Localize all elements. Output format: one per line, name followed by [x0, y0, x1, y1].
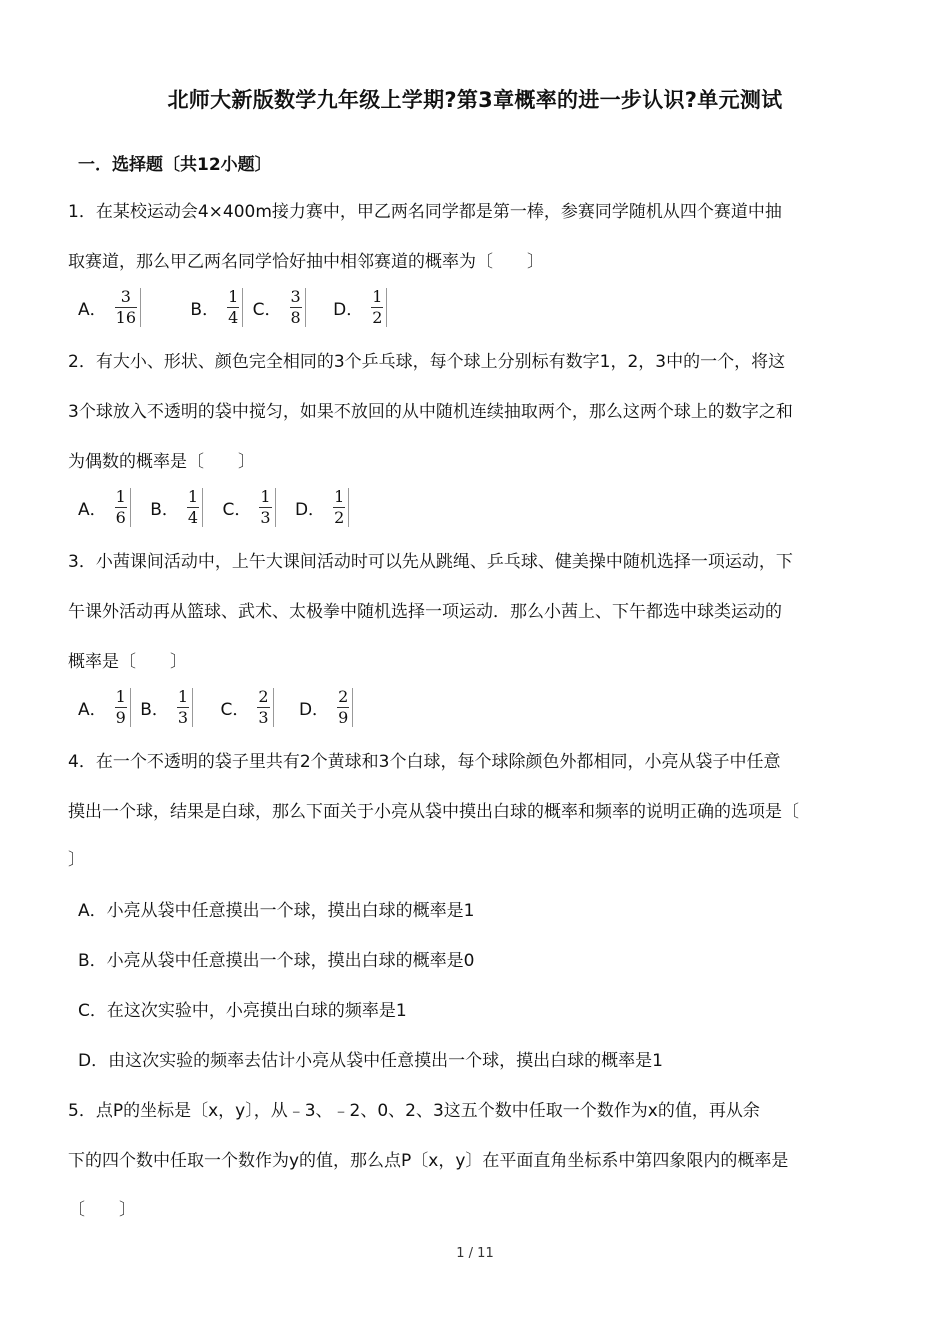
option-label: B． — [140, 700, 169, 720]
denominator: 3 — [260, 508, 271, 527]
denominator: 4 — [187, 508, 199, 527]
question-5-line-3: 〔 〕 — [68, 1200, 136, 1220]
option-label: D． — [298, 700, 330, 720]
fraction — [257, 488, 275, 527]
fraction — [255, 688, 273, 727]
option-label: D． — [333, 300, 364, 320]
page-number: 1 / 11 — [456, 1246, 494, 1261]
option-label: A． — [78, 300, 107, 320]
option-c — [221, 688, 274, 727]
option-a — [78, 288, 141, 327]
option-label: A． — [78, 700, 107, 720]
denominator: 6 — [115, 508, 126, 527]
option-label: C． — [220, 700, 250, 720]
fraction — [225, 288, 243, 327]
question-5-line-2: 下的四个数中任取一个数作为y的值，那么点P〔x，y〕在平面直角坐标系中第四象限内的概率是 — [68, 1151, 789, 1171]
question-4-line-1: 4．在一个不透明的袋子里共有2个黄球和3个白球，每个球除颜色外都相同，小亮从袋子中任意 — [68, 752, 781, 772]
question-2-line-2: 3个球放入不透明的袋中搅匀，如果不放回的从中随机连续抽取两个，那么这两个球上的数字之和 — [68, 402, 793, 422]
question-1-options — [78, 288, 401, 332]
numerator: 3 — [120, 287, 131, 306]
denominator: 3 — [258, 708, 269, 727]
fraction — [175, 688, 193, 727]
question-2-line-1: 2．有大小、形状、颜色完全相同的3个乒乓球，每个球上分别标有数字1，2，3中的一个，将这 — [68, 352, 786, 372]
numerator: 1 — [115, 487, 126, 506]
question-1-line-1: 1．在某校运动会4×400m接力赛中，甲乙两名同学都是第一棒，参赛同学随机从四个赛道中抽 — [68, 202, 782, 222]
fraction — [113, 688, 131, 727]
denominator: 2 — [334, 508, 345, 527]
section-heading: 一．选择题〔共12小题〕 — [78, 155, 272, 175]
option-label: A． — [78, 500, 107, 520]
denominator: 8 — [290, 308, 301, 327]
fraction — [185, 488, 203, 527]
option-d — [299, 688, 353, 727]
question-3-line-1: 3．小茜课间活动中，上午大课间活动时可以先从跳绳、乒乓球、健美操中随机选择一项运动，下 — [68, 552, 793, 572]
numerator: 1 — [115, 687, 126, 706]
numerator: 1 — [260, 487, 271, 506]
question-3-line-3: 概率是〔 〕 — [68, 652, 187, 672]
option-d — [333, 288, 387, 327]
numerator: 1 — [228, 287, 239, 306]
option-label: C． — [222, 500, 252, 520]
option-label: B． — [190, 300, 220, 320]
fraction — [288, 288, 306, 327]
option-b — [140, 688, 193, 727]
option-label: D． — [294, 500, 326, 520]
option-label: C． — [252, 300, 282, 320]
question-2-line-3: 为偶数的概率是〔 〕 — [68, 452, 255, 472]
option-d — [295, 488, 349, 527]
denominator: 9 — [115, 708, 126, 727]
denominator: 3 — [177, 708, 189, 727]
fraction — [113, 288, 141, 327]
option-c — [253, 288, 306, 327]
option-a — [78, 488, 131, 527]
numerator: 3 — [290, 287, 301, 306]
question-1-line-2: 取赛道，那么甲乙两名同学恰好抽中相邻赛道的概率为〔 〕 — [68, 252, 544, 272]
fraction — [335, 688, 353, 727]
numerator: 1 — [372, 287, 383, 306]
numerator: 1 — [187, 487, 199, 506]
question-4-option-d: D．由这次实验的频率去估计小亮从袋中任意摸出一个球，摸出白球的概率是1 — [78, 1051, 663, 1071]
fraction — [369, 288, 387, 327]
option-label: B． — [150, 500, 179, 520]
option-b — [190, 288, 243, 327]
numerator: 1 — [334, 487, 345, 506]
question-3-options — [78, 688, 367, 732]
numerator: 2 — [338, 687, 349, 706]
question-5-line-1: 5．点P的坐标是〔x，y〕，从﹣3、﹣2、0、2、3这五个数中任取一个数作为x的值，再从余 — [68, 1101, 760, 1121]
denominator: 2 — [372, 308, 383, 327]
option-a — [78, 688, 131, 727]
question-3-line-2: 午课外活动再从篮球、武术、太极拳中随机选择一项运动．那么小茜上、下午都选中球类运动的 — [68, 602, 782, 622]
question-4-line-2: 摸出一个球，结果是白球，那么下面关于小亮从袋中摸出白球的概率和频率的说明正确的选项是〔 — [68, 802, 799, 822]
page-title: 北师大新版数学九年级上学期?第3章概率的进一步认识?单元测试 — [167, 88, 783, 112]
fraction — [113, 488, 131, 527]
question-2-options — [78, 488, 363, 532]
numerator: 1 — [177, 687, 189, 706]
denominator: 9 — [338, 708, 349, 727]
denominator: 16 — [115, 308, 136, 327]
question-4-option-c: C．在这次实验中，小亮摸出白球的频率是1 — [78, 1001, 407, 1021]
option-b — [150, 488, 203, 527]
denominator: 4 — [228, 308, 239, 327]
numerator: 2 — [258, 687, 269, 706]
question-4-option-a: A．小亮从袋中任意摸出一个球，摸出白球的概率是1 — [78, 901, 475, 921]
fraction — [331, 488, 349, 527]
option-c — [223, 488, 276, 527]
question-4-line-3: 〕 — [68, 850, 85, 870]
question-4-option-b: B．小亮从袋中任意摸出一个球，摸出白球的概率是0 — [78, 951, 475, 971]
